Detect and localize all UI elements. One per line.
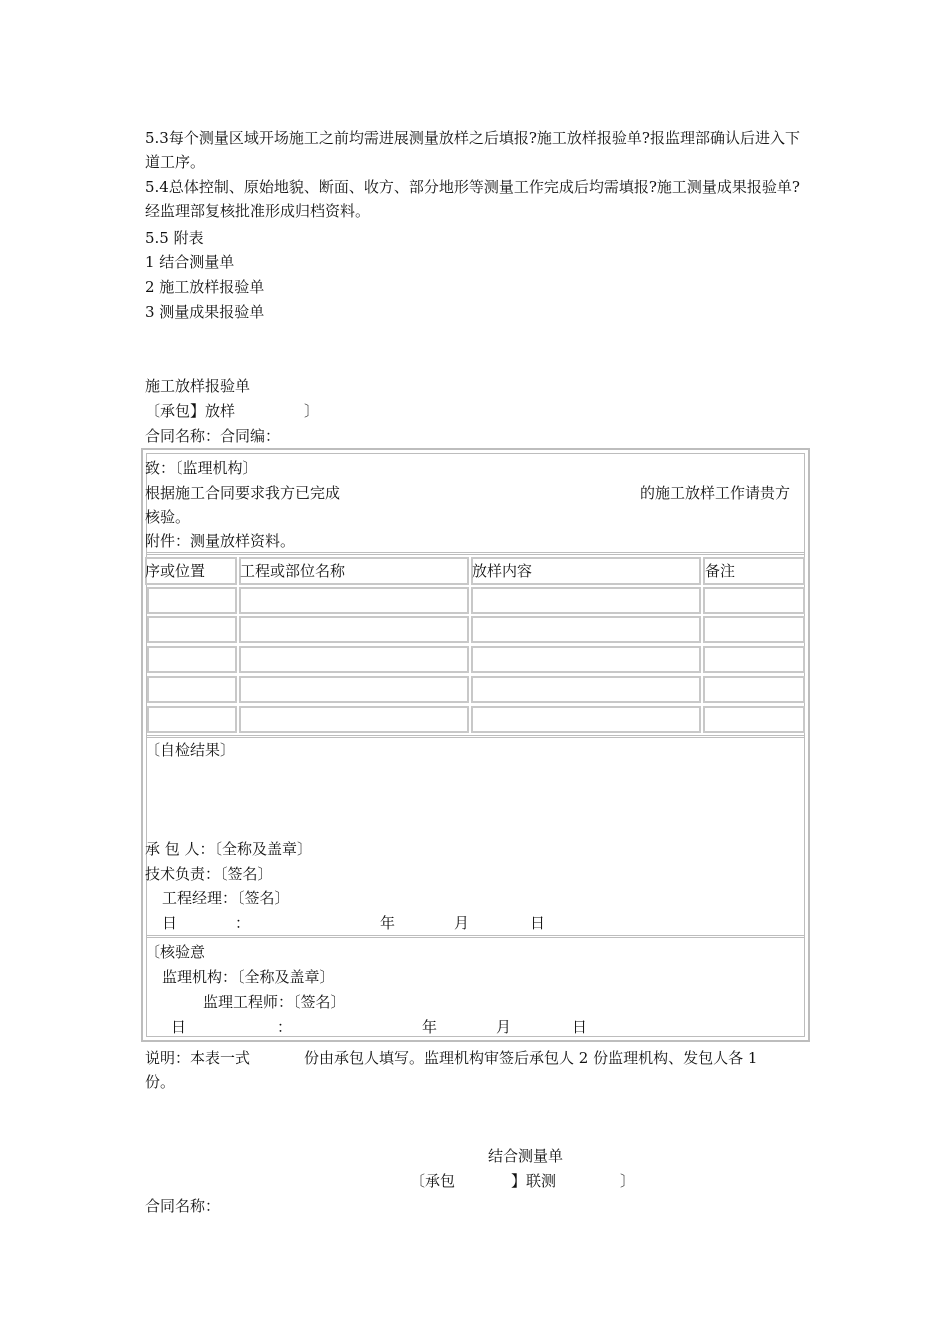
body-text-left: 根据施工合同要求我方已完成 <box>145 484 341 502</box>
table-cell[interactable] <box>703 587 805 614</box>
intro-appendix-heading: 5.5 附表 <box>145 229 204 247</box>
intro-paragraph-5-4: 5.4总体控制、原始地貌、断面、收方、部分地形等测量工作完成后均需填报?施工测量成果报验单?经监理部复核批准形成归档资料。 <box>145 178 800 220</box>
date-year: 年 <box>380 914 396 932</box>
attachment-line: 附件：测量放样资料。 <box>145 532 296 550</box>
body-text-right: 的施工放样工作请贵方 <box>640 484 791 502</box>
divider <box>146 935 805 938</box>
pm-sign: 工程经理：〔签名〕 <box>162 889 290 907</box>
form2-subtitle-a: 〔承包 <box>410 1172 456 1190</box>
engineer-sign: 监理工程师：〔签名〕 <box>203 993 346 1011</box>
review-label: 〔核验意 <box>145 943 206 961</box>
supervisor-org-sign: 监理机构：〔全称及盖章〕 <box>162 968 335 986</box>
table-cell[interactable] <box>703 646 805 673</box>
table-cell[interactable] <box>703 676 805 703</box>
addressee: 致：〔监理机构〕 <box>145 459 258 477</box>
table-cell[interactable] <box>147 616 237 643</box>
table-cell[interactable] <box>471 646 701 673</box>
date-colon: ： <box>235 914 251 932</box>
date-month: 月 <box>454 914 470 932</box>
table-cell[interactable] <box>471 706 701 733</box>
appendix-item: 2 施工放样报验单 <box>145 278 265 296</box>
date-day-label: 日 <box>171 1018 187 1036</box>
intro-paragraph-5-3: 5.3每个测量区域开场施工之前均需进展测量放样之后填报?施工放样报验单?报监理部确认后进入下道工序。 <box>145 129 800 171</box>
table-cell[interactable] <box>471 587 701 614</box>
self-check-label: 〔自检结果〕 <box>145 741 236 759</box>
table-cell[interactable] <box>703 616 805 643</box>
form2-title: 结合测量单 <box>488 1147 564 1165</box>
column-header: 备注 <box>705 562 736 580</box>
tech-lead-sign: 技术负责：〔签名〕 <box>145 865 273 883</box>
column-header: 工程或部位名称 <box>240 562 346 580</box>
form2-subtitle-c: 〕 <box>620 1172 636 1190</box>
table-cell[interactable] <box>239 646 469 673</box>
inspection-form <box>141 448 810 1042</box>
table-cell[interactable] <box>147 646 237 673</box>
divider <box>146 552 805 555</box>
form2-contract: 合同名称： <box>145 1197 221 1215</box>
table-cell[interactable] <box>471 616 701 643</box>
table-cell[interactable] <box>239 706 469 733</box>
form-subtitle: 〔承包】放样 <box>145 402 236 420</box>
date-month: 月 <box>496 1018 512 1036</box>
table-cell[interactable] <box>147 706 237 733</box>
table-cell[interactable] <box>471 676 701 703</box>
body-text-cont: 核验。 <box>145 508 191 526</box>
divider <box>146 735 805 738</box>
table-cell[interactable] <box>703 706 805 733</box>
date-day-label: 日 <box>162 914 178 932</box>
column-header: 放样内容 <box>472 562 533 580</box>
table-cell[interactable] <box>147 587 237 614</box>
form-subtitle-close: 〕 <box>304 402 320 420</box>
column-header: 序或位置 <box>145 562 206 580</box>
appendix-item: 1 结合测量单 <box>145 253 235 271</box>
date-year: 年 <box>422 1018 438 1036</box>
date-colon: ： <box>277 1018 293 1036</box>
table-cell[interactable] <box>239 676 469 703</box>
form-note-cont: 份。 <box>145 1073 176 1091</box>
form-title: 施工放样报验单 <box>145 377 251 395</box>
date-day: 日 <box>530 914 546 932</box>
contractor-sign: 承 包 人：〔全称及盖章〕 <box>145 840 313 858</box>
form-note: 说明：本表一式 <box>145 1049 251 1067</box>
date-day: 日 <box>572 1018 588 1036</box>
table-cell[interactable] <box>239 616 469 643</box>
form-note-rest: 份由承包人填写。监理机构审签后承包人 2 份监理机构、发包人各 1 <box>304 1049 758 1067</box>
table-cell[interactable] <box>239 587 469 614</box>
appendix-item: 3 测量成果报验单 <box>145 303 265 321</box>
form2-subtitle-b: 】联测 <box>511 1172 557 1190</box>
contract-line: 合同名称：合同编： <box>145 427 281 445</box>
table-cell[interactable] <box>147 676 237 703</box>
